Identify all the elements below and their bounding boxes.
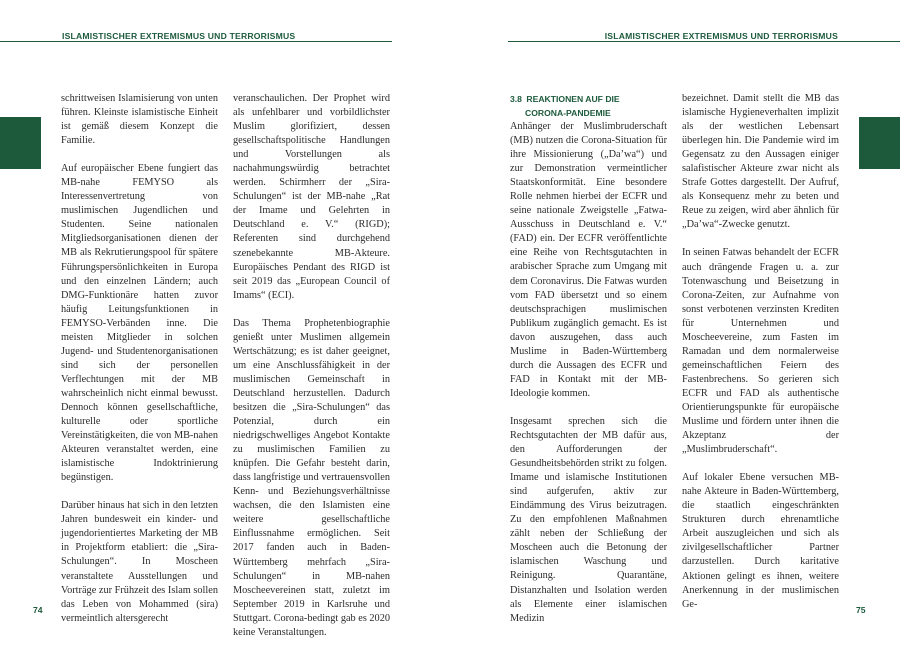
paragraph: veranschaulichen. Der Prophet wird als unfehlbarer und vorbildlichster Muslim glorifiziert, dessen gesellschaftspolitische Handlungen und Vorstellungen als nachahmungswürdig betrachtet werden. Schirmherr der „Sira-Schulungen“ ist der MB-nahe „Rat der Imame und Gelehrten in Deutschland e. V.“ (RIGD); Referenten sind durchgehend szenebekannte MB-Akteure. Europäisches Pendant des RIGD ist seit 2019 das „European Council of Imams“ (ECI). xyxy=(233,93,390,301)
chapter-tab-right xyxy=(859,117,900,169)
header-rule-right xyxy=(508,41,900,42)
paragraph: Insgesamt sprechen sich die Rechtsgutachten der MB dafür aus, den Aufforderungen der Gesundheitsbehörden strikt zu folgen. Imame und islamische Institutionen sind aufgerufen, aktiv zur Eindämmung des Virus beizutragen. Zu den empfohlenen Maßnahmen zählt neben der Schließung der Moscheen auch die Betonung der islamischen Waschung und Reinigung. Quarantäne, Distanzhalten und Isolation werden als Elemente einer islamischen Medizin xyxy=(510,415,667,624)
paragraph: Darüber hinaus hat sich in den letzten Jahren bundesweit ein kinder- und jugendorientiertes Marketing der MB in Projektform etabliert: die „Sira-Schulungen“. In Moscheen veranstaltete Ausstellungen und Vorträge zur Frühzeit des Islam sollen das Leben von Mohammed (sira) vermeintlich altersgerecht xyxy=(61,500,218,624)
section-number: 3.8 xyxy=(510,94,522,104)
text-column-4 xyxy=(682,92,839,626)
section-title-line-1: REAKTIONEN AUF DIE xyxy=(526,94,620,104)
paragraph: Auf lokaler Ebene versuchen MB-nahe Akteure in Baden-Württemberg, die staatlich eingeschränkten Strukturen durch ehrenamtliche Arbeit auszugleichen und sich als zivilgesellschaftlicher Partner darzustellen. Durch karitative Aktionen gelingt es ihnen, weitere Anerkennung in der muslimischen Ge- xyxy=(682,472,839,610)
page-number-left: 74 xyxy=(33,605,43,615)
chapter-tab-left xyxy=(0,117,41,169)
running-header-left: ISLAMISTISCHER EXTREMISMUS UND TERRORISMUS xyxy=(62,31,296,41)
text-column-3 xyxy=(510,92,667,640)
paragraph: Auf europäischer Ebene fungiert das MB-nahe FEMYSO als Interessenvertretung von muslimischen Jugendlichen und Studenten. Seine nationalen Mitgliedsorganisationen dienen der MB als Rekrutierungspool für spätere Führungspersönlichkeiten in Europa und den einzelnen Ländern; auch DMG-Funktionäre hatten zuvor häufig Leitungsfunktionen in FEMYSO-Verbänden inne. Die meisten Mitglieder in solchen Jugend- und Studentenorganisationen sind sich der personellen Verflechtungen mit der MB wahrscheinlich nicht einmal bewusst. Dennoch können gesellschaftliche, kulturelle oder sportliche Vereinstätigkeiten, die von MB-nahen Akteuren veranstaltet werden, eine islamistische Indoktrinierung begünstigen. xyxy=(61,163,218,484)
paragraph: schrittweisen Islamisierung von unten führen. Kleinste islamistische Einheit ist gemäß diesem Konzept die Familie. xyxy=(61,93,218,147)
text-column-1 xyxy=(61,92,218,640)
running-header-right: ISLAMISTISCHER EXTREMISMUS UND TERRORISMUS xyxy=(604,31,838,41)
text-column-2 xyxy=(233,92,390,654)
header-rule-left xyxy=(0,41,392,42)
paragraph: Das Thema Prophetenbiographie genießt unter Muslimen allgemein Wertschätzung; es ist daher geeignet, um eine Anschlussfähigkeit in der muslimischen Gemeinschaft in Deutschland herzustellen. Dadurch besitzen die „Sira-Schulungen“ das Potenzial, durch ein niedrigschwelliges Angebot Kontakte zu muslimischen Familien zu knüpfen. Die Gefahr besteht darin, dass langfristige und vertrauensvollen Kenn- und Beziehungsverhältnisse wachsen, die den Islamisten eine weitere gesellschaftliche Einflussnahme ermöglichen. Seit 2017 fanden auch in Baden-Württemberg mehrfach „Sira-Schulungen“ in MB-nahen Moscheevereinen statt, zuletzt im September 2019 in Karlsruhe und Stuttgart. Corona-bedingt gab es 2020 keine Veranstaltungen. xyxy=(233,317,391,638)
paragraph: In seinen Fatwas behandelt der ECFR auch drängende Fragen u. a. zur Totenwaschung und Beisetzung in Corona-Zeiten, zur Aufnahme von sonst verbotenen verzinsten Krediten für Unternehmen und Moscheevereine, zum Fasten im Ramadan und dem normalerweise gemeinschaftlichen Feiern des Fastenbrechens. So gerieren sich ECFR und FAD als authentische Orientierungspunkte für europäische Muslime und fördern unter ihnen die Akzeptanz der „Muslimbruderschaft“. xyxy=(682,247,839,456)
section-heading xyxy=(510,92,667,120)
paragraph: Anhänger der Muslimbruderschaft (MB) nutzen die Corona-Situation für ihre Missionierung („Da’wa“) und zur Demonstration vermeintlicher Staatskonformität. Eine besondere Rolle nehmen hierbei der ECFR und seine nationale Zweigstelle „Fatwa-Ausschuss in Deutschland e. V.“ (FAD) ein. Der ECFR veröffentlichte eine Reihe von Rechtsgutachten in arabischer Sprache zum Umgang mit dem Coronavirus. Die Fatwas wurden vom FAD übersetzt und so einem deutschsprachigen muslimischen Publikum zugänglich gemacht. Es ist davon auszugehen, dass auch Muslime in Baden-Württemberg durch die Aussagen des ECFR und FAD in Kontakt mit der MB-Ideologie kommen. xyxy=(510,121,667,399)
page-number-right: 75 xyxy=(856,605,866,615)
paragraph: bezeichnet. Damit stellt die MB das islamische Hygieneverhalten implizit als der westlichen Lebensart überlegen hin. Die Pandemie wird im Gegensatz zu den Aussagen einiger salafistischer Akteure zwar nicht als Strafe Gottes dargestellt. Der Aufruf, als Konsequenz mehr zu beten und Reue zu zeigen, wird aber ähnlich für „Da’wa“-Zwecke genutzt. xyxy=(682,93,839,231)
section-title-line-2: CORONA-PANDEMIE xyxy=(525,108,611,118)
